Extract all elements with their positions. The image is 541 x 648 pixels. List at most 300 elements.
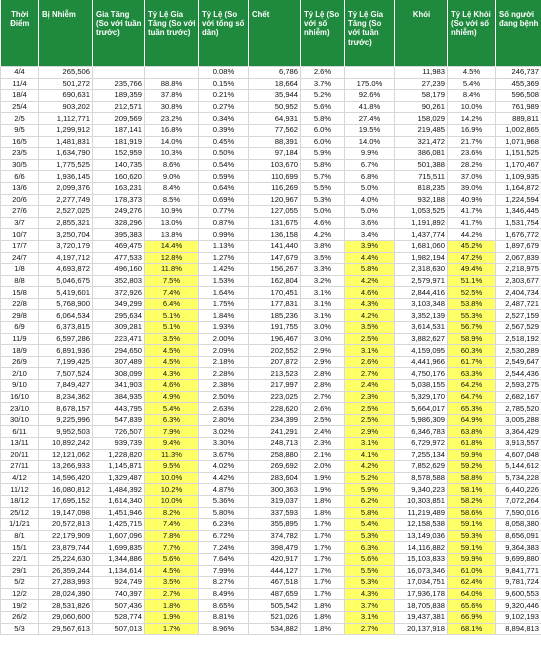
cell-date: 11/9 bbox=[1, 333, 39, 345]
cell-increase: 1,451,946 bbox=[93, 507, 145, 519]
table-row bbox=[1, 600, 541, 612]
cell-increase: 328,296 bbox=[93, 217, 145, 229]
cell-infected: 3,250,704 bbox=[39, 229, 93, 241]
cell-recovered: 4,750,176 bbox=[395, 368, 448, 380]
cell-recovered: 16,073,346 bbox=[395, 565, 448, 577]
cell-date: 11/4 bbox=[1, 78, 39, 90]
cell-deaths: 131,675 bbox=[249, 217, 301, 229]
cell-active: 1,071,968 bbox=[496, 136, 541, 148]
table-row bbox=[1, 414, 541, 426]
cell-increase: 163,231 bbox=[93, 182, 145, 194]
cell-recovered: 19,437,381 bbox=[395, 611, 448, 623]
cell-active: 1,164,872 bbox=[496, 182, 541, 194]
cell-pct-population: 0.64% bbox=[199, 182, 249, 194]
cell-death-increase-rate: 2.6% bbox=[345, 356, 395, 368]
cell-deaths: 223,025 bbox=[249, 391, 301, 403]
cell-recovered: 17,936,178 bbox=[395, 588, 448, 600]
cell-death-rate: 4.2% bbox=[301, 229, 345, 241]
cell-date: 9/5 bbox=[1, 124, 39, 136]
cell-deaths: 217,997 bbox=[249, 380, 301, 392]
cell-increase: 189,359 bbox=[93, 90, 145, 102]
cell-recovered-rate: 60.3% bbox=[448, 345, 496, 357]
cell-deaths: 6,786 bbox=[249, 67, 301, 79]
cell-increase-rate: 2.7% bbox=[145, 588, 199, 600]
cell-pct-population: 7.99% bbox=[199, 565, 249, 577]
cell-recovered-rate: 56.7% bbox=[448, 322, 496, 334]
cell-increase: 939,739 bbox=[93, 438, 145, 450]
cell-deaths: 420,917 bbox=[249, 553, 301, 565]
cell-deaths: 521,026 bbox=[249, 611, 301, 623]
cell-recovered-rate: 49.4% bbox=[448, 264, 496, 276]
cell-date: 8/8 bbox=[1, 275, 39, 287]
cell-recovered-rate: 64.2% bbox=[448, 380, 496, 392]
cell-date: 2/10 bbox=[1, 368, 39, 380]
cell-date: 18/4 bbox=[1, 90, 39, 102]
cell-recovered-rate: 52.5% bbox=[448, 287, 496, 299]
cell-recovered-rate: 59.2% bbox=[448, 461, 496, 473]
cell-death-rate: 1.7% bbox=[301, 588, 345, 600]
cell-deaths: 467,518 bbox=[249, 577, 301, 589]
cell-death-increase-rate: 19.5% bbox=[345, 124, 395, 136]
cell-increase-rate: 10.2% bbox=[145, 484, 199, 496]
cell-active: 1,151,525 bbox=[496, 148, 541, 160]
cell-active: 9,102,193 bbox=[496, 611, 541, 623]
cell-infected: 8,678,157 bbox=[39, 403, 93, 415]
cell-death-rate: 1.8% bbox=[301, 507, 345, 519]
cell-increase-rate: 88.8% bbox=[145, 78, 199, 90]
cell-date: 23/10 bbox=[1, 403, 39, 415]
cell-recovered: 1,681,060 bbox=[395, 240, 448, 252]
cell-deaths: 97,184 bbox=[249, 148, 301, 160]
cell-death-increase-rate: 3.6% bbox=[345, 217, 395, 229]
table-row bbox=[1, 182, 541, 194]
table-row bbox=[1, 530, 541, 542]
cell-recovered-rate: 61.7% bbox=[448, 356, 496, 368]
cell-recovered: 3,882,627 bbox=[395, 333, 448, 345]
cell-deaths: 191,755 bbox=[249, 322, 301, 334]
table-row bbox=[1, 461, 541, 473]
cell-active: 3,913,557 bbox=[496, 438, 541, 450]
cell-pct-population: 4.87% bbox=[199, 484, 249, 496]
cell-increase: 372,926 bbox=[93, 287, 145, 299]
cell-increase: 160,620 bbox=[93, 171, 145, 183]
cell-deaths: 241,291 bbox=[249, 426, 301, 438]
cell-recovered-rate: 59.1% bbox=[448, 519, 496, 531]
cell-pct-population: 0.34% bbox=[199, 113, 249, 125]
cell-infected: 26,359,244 bbox=[39, 565, 93, 577]
cell-active: 1,897,679 bbox=[496, 240, 541, 252]
cell-active: 2,682,167 bbox=[496, 391, 541, 403]
cell-increase: 1,484,392 bbox=[93, 484, 145, 496]
cell-increase-rate: 9.0% bbox=[145, 171, 199, 183]
cell-active: 596,508 bbox=[496, 90, 541, 102]
cell-death-rate: 2.3% bbox=[301, 438, 345, 450]
cell-date: 12/2 bbox=[1, 588, 39, 600]
cell-date: 2/5 bbox=[1, 113, 39, 125]
cell-deaths: 487,659 bbox=[249, 588, 301, 600]
cell-active: 2,527,159 bbox=[496, 310, 541, 322]
table-row bbox=[1, 403, 541, 415]
cell-active: 1,224,594 bbox=[496, 194, 541, 206]
cell-infected: 10,892,242 bbox=[39, 438, 93, 450]
table-row bbox=[1, 322, 541, 334]
cell-increase-rate: 5.4% bbox=[145, 403, 199, 415]
cell-date: 17/7 bbox=[1, 240, 39, 252]
cell-infected: 1,936,145 bbox=[39, 171, 93, 183]
cell-infected: 20,572,813 bbox=[39, 519, 93, 531]
cell-active: 3,364,429 bbox=[496, 426, 541, 438]
cell-recovered-rate: 64.9% bbox=[448, 414, 496, 426]
cell-death-increase-rate: 2.4% bbox=[345, 380, 395, 392]
cell-deaths: 35,944 bbox=[249, 90, 301, 102]
cell-death-rate: 2.9% bbox=[301, 345, 345, 357]
cell-increase: 1,228,820 bbox=[93, 449, 145, 461]
table-row bbox=[1, 240, 541, 252]
cell-date: 30/5 bbox=[1, 159, 39, 171]
cell-recovered-rate: 53.8% bbox=[448, 298, 496, 310]
cell-increase-rate: 7.9% bbox=[145, 426, 199, 438]
cell-increase: 349,299 bbox=[93, 298, 145, 310]
cell-death-increase-rate: 175.0% bbox=[345, 78, 395, 90]
cell-infected: 13,266,933 bbox=[39, 461, 93, 473]
cell-death-rate: 1.7% bbox=[301, 530, 345, 542]
table-row bbox=[1, 159, 541, 171]
cell-death-rate: 1.9% bbox=[301, 484, 345, 496]
cell-death-rate: 5.7% bbox=[301, 171, 345, 183]
cell-death-rate: 1.7% bbox=[301, 519, 345, 531]
cell-increase: 294,650 bbox=[93, 345, 145, 357]
cell-pct-population: 1.53% bbox=[199, 275, 249, 287]
cell-recovered: 5,664,017 bbox=[395, 403, 448, 415]
cell-recovered-rate: 37.0% bbox=[448, 171, 496, 183]
cell-increase-rate bbox=[145, 67, 199, 79]
cell-increase-rate: 1.8% bbox=[145, 600, 199, 612]
cell-infected: 12,121,062 bbox=[39, 449, 93, 461]
cell-date: 18/9 bbox=[1, 345, 39, 357]
cell-recovered: 715,511 bbox=[395, 171, 448, 183]
cell-death-increase-rate: 6.7% bbox=[345, 159, 395, 171]
cell-infected: 5,768,900 bbox=[39, 298, 93, 310]
cell-date: 22/8 bbox=[1, 298, 39, 310]
cell-recovered-rate: 59.3% bbox=[448, 530, 496, 542]
cell-active: 7,072,264 bbox=[496, 495, 541, 507]
cell-increase: 152,959 bbox=[93, 148, 145, 160]
cell-date: 1/8 bbox=[1, 264, 39, 276]
cell-recovered-rate: 62.4% bbox=[448, 577, 496, 589]
cell-death-rate: 2.8% bbox=[301, 368, 345, 380]
cell-active: 5,144,612 bbox=[496, 461, 541, 473]
cell-death-increase-rate: 27.4% bbox=[345, 113, 395, 125]
cell-pct-population: 0.15% bbox=[199, 78, 249, 90]
cell-recovered: 2,844,416 bbox=[395, 287, 448, 299]
cell-deaths: 444,127 bbox=[249, 565, 301, 577]
cell-pct-population: 3.67% bbox=[199, 449, 249, 461]
cell-death-increase-rate: 3.7% bbox=[345, 600, 395, 612]
cell-infected: 501,272 bbox=[39, 78, 93, 90]
cell-recovered: 5,038,155 bbox=[395, 380, 448, 392]
cell-infected: 7,507,524 bbox=[39, 368, 93, 380]
cell-death-rate: 3.7% bbox=[301, 78, 345, 90]
cell-pct-population: 0.87% bbox=[199, 217, 249, 229]
cell-death-increase-rate: 4.0% bbox=[345, 194, 395, 206]
cell-death-increase-rate: 2.5% bbox=[345, 333, 395, 345]
cell-infected: 1,634,790 bbox=[39, 148, 93, 160]
cell-increase-rate: 14.0% bbox=[145, 136, 199, 148]
cell-infected: 1,112,771 bbox=[39, 113, 93, 125]
cell-increase: 1,344,886 bbox=[93, 553, 145, 565]
cell-death-rate: 1.7% bbox=[301, 565, 345, 577]
table-row bbox=[1, 252, 541, 264]
cell-increase: 209,569 bbox=[93, 113, 145, 125]
cell-active: 8,894,813 bbox=[496, 623, 541, 635]
table-row bbox=[1, 217, 541, 229]
cell-increase: 341,903 bbox=[93, 380, 145, 392]
cell-active: 9,841,771 bbox=[496, 565, 541, 577]
cell-pct-population: 1.13% bbox=[199, 240, 249, 252]
cell-pct-population: 0.99% bbox=[199, 229, 249, 241]
cell-pct-population: 2.18% bbox=[199, 356, 249, 368]
cell-pct-population: 0.45% bbox=[199, 136, 249, 148]
cell-increase-rate: 4.9% bbox=[145, 391, 199, 403]
cell-infected: 1,775,525 bbox=[39, 159, 93, 171]
cell-deaths: 120,967 bbox=[249, 194, 301, 206]
cell-date: 13/6 bbox=[1, 182, 39, 194]
cell-increase-rate: 37.8% bbox=[145, 90, 199, 102]
cell-recovered-rate: 10.0% bbox=[448, 101, 496, 113]
cell-pct-population: 7.24% bbox=[199, 542, 249, 554]
cell-death-rate: 6.0% bbox=[301, 136, 345, 148]
cell-increase-rate: 7.8% bbox=[145, 530, 199, 542]
cell-death-rate: 1.7% bbox=[301, 577, 345, 589]
cell-death-rate: 5.8% bbox=[301, 159, 345, 171]
cell-recovered: 3,352,139 bbox=[395, 310, 448, 322]
cell-pct-population: 5.80% bbox=[199, 507, 249, 519]
cell-increase: 384,935 bbox=[93, 391, 145, 403]
cell-recovered: 11,219,489 bbox=[395, 507, 448, 519]
cell-infected: 690,631 bbox=[39, 90, 93, 102]
cell-death-rate: 1.8% bbox=[301, 623, 345, 635]
cell-date: 11/12 bbox=[1, 484, 39, 496]
cell-infected: 6,891,936 bbox=[39, 345, 93, 357]
cell-death-rate: 6.0% bbox=[301, 124, 345, 136]
cell-pct-population: 2.80% bbox=[199, 414, 249, 426]
cell-increase-rate: 10.3% bbox=[145, 148, 199, 160]
cell-death-increase-rate: 41.8% bbox=[345, 101, 395, 113]
table-row bbox=[1, 356, 541, 368]
cell-date: 6/11 bbox=[1, 426, 39, 438]
cell-active: 3,005,288 bbox=[496, 414, 541, 426]
cell-death-increase-rate: 5.3% bbox=[345, 530, 395, 542]
table-row bbox=[1, 275, 541, 287]
cell-death-increase-rate: 3.4% bbox=[345, 229, 395, 241]
cell-increase-rate: 23.2% bbox=[145, 113, 199, 125]
cell-recovered-rate: 21.7% bbox=[448, 136, 496, 148]
cell-increase-rate: 8.2% bbox=[145, 507, 199, 519]
cell-deaths: 18,664 bbox=[249, 78, 301, 90]
column-header-recovered: Khỏi bbox=[395, 0, 448, 67]
cell-infected: 6,064,534 bbox=[39, 310, 93, 322]
cell-recovered: 13,149,036 bbox=[395, 530, 448, 542]
cell-increase: 740,397 bbox=[93, 588, 145, 600]
cell-recovered: 5,986,309 bbox=[395, 414, 448, 426]
cell-pct-population: 2.28% bbox=[199, 368, 249, 380]
cell-recovered-rate: 63.3% bbox=[448, 368, 496, 380]
cell-increase: 528,774 bbox=[93, 611, 145, 623]
cell-active: 2,530,289 bbox=[496, 345, 541, 357]
cell-death-rate: 3.5% bbox=[301, 252, 345, 264]
cell-date: 10/7 bbox=[1, 229, 39, 241]
cell-recovered-rate: 5.4% bbox=[448, 78, 496, 90]
cell-active: 2,544,436 bbox=[496, 368, 541, 380]
cell-recovered-rate: 40.9% bbox=[448, 194, 496, 206]
cell-death-rate: 2.6% bbox=[301, 67, 345, 79]
cell-death-rate: 1.8% bbox=[301, 600, 345, 612]
cell-infected: 4,693,872 bbox=[39, 264, 93, 276]
cell-death-increase-rate: 2.9% bbox=[345, 426, 395, 438]
cell-deaths: 505,542 bbox=[249, 600, 301, 612]
cell-pct-population: 2.00% bbox=[199, 333, 249, 345]
cell-date: 8/1 bbox=[1, 530, 39, 542]
cell-deaths: 258,880 bbox=[249, 449, 301, 461]
table-row bbox=[1, 484, 541, 496]
table-row bbox=[1, 472, 541, 484]
cell-increase: 1,699,835 bbox=[93, 542, 145, 554]
cell-death-increase-rate: 14.0% bbox=[345, 136, 395, 148]
cell-recovered: 1,053,525 bbox=[395, 206, 448, 218]
cell-deaths: 170,451 bbox=[249, 287, 301, 299]
cell-active: 8,656,091 bbox=[496, 530, 541, 542]
cell-increase-rate: 7.5% bbox=[145, 275, 199, 287]
cell-recovered: 10,303,851 bbox=[395, 495, 448, 507]
cell-infected: 1,299,912 bbox=[39, 124, 93, 136]
cell-date: 30/10 bbox=[1, 414, 39, 426]
cell-recovered-rate: 44.2% bbox=[448, 229, 496, 241]
table-row bbox=[1, 101, 541, 113]
cell-death-increase-rate: 6.3% bbox=[345, 542, 395, 554]
table-row bbox=[1, 148, 541, 160]
cell-recovered-rate: 4.5% bbox=[448, 67, 496, 79]
cell-recovered: 3,103,348 bbox=[395, 298, 448, 310]
cell-pct-population: 1.64% bbox=[199, 287, 249, 299]
cell-recovered-rate: 58.2% bbox=[448, 495, 496, 507]
cell-recovered-rate: 14.2% bbox=[448, 113, 496, 125]
cell-recovered-rate: 65.3% bbox=[448, 403, 496, 415]
cell-active: 2,303,677 bbox=[496, 275, 541, 287]
cell-date: 19/2 bbox=[1, 600, 39, 612]
cell-increase-rate: 5.6% bbox=[145, 553, 199, 565]
cell-date: 26/2 bbox=[1, 611, 39, 623]
cell-increase-rate: 3.5% bbox=[145, 333, 199, 345]
cell-death-increase-rate: 9.9% bbox=[345, 148, 395, 160]
cell-active: 9,320,446 bbox=[496, 600, 541, 612]
cell-date: 15/1 bbox=[1, 542, 39, 554]
cell-deaths: 127,055 bbox=[249, 206, 301, 218]
cell-active: 2,218,975 bbox=[496, 264, 541, 276]
cell-active: 2,518,192 bbox=[496, 333, 541, 345]
cell-pct-population: 1.27% bbox=[199, 252, 249, 264]
cell-date: 16/5 bbox=[1, 136, 39, 148]
cell-pct-population: 4.02% bbox=[199, 461, 249, 473]
cell-death-rate: 3.3% bbox=[301, 264, 345, 276]
column-header-increase: Gia Tăng (So với tuần trước) bbox=[93, 0, 145, 67]
cell-pct-population: 6.23% bbox=[199, 519, 249, 531]
cell-increase: 295,634 bbox=[93, 310, 145, 322]
cell-recovered-rate: 8.4% bbox=[448, 90, 496, 102]
column-header-date: Thời Điểm bbox=[1, 0, 39, 67]
table-row bbox=[1, 577, 541, 589]
table-row bbox=[1, 553, 541, 565]
cell-pct-population: 1.84% bbox=[199, 310, 249, 322]
table-row bbox=[1, 333, 541, 345]
cell-infected: 265,506 bbox=[39, 67, 93, 79]
cell-date: 4/4 bbox=[1, 67, 39, 79]
cell-recovered-rate: 64.7% bbox=[448, 391, 496, 403]
cell-increase-rate: 13.0% bbox=[145, 217, 199, 229]
cell-active: 9,600,553 bbox=[496, 588, 541, 600]
cell-date: 29/1 bbox=[1, 565, 39, 577]
cell-death-increase-rate bbox=[345, 67, 395, 79]
table-row bbox=[1, 298, 541, 310]
cell-increase-rate: 4.3% bbox=[145, 368, 199, 380]
cell-death-rate: 3.1% bbox=[301, 287, 345, 299]
cell-death-rate: 2.8% bbox=[301, 380, 345, 392]
cell-recovered: 12,158,538 bbox=[395, 519, 448, 531]
cell-death-rate: 5.2% bbox=[301, 90, 345, 102]
cell-deaths: 228,620 bbox=[249, 403, 301, 415]
cell-increase: 178,373 bbox=[93, 194, 145, 206]
column-header-active: Số người đang bệnh bbox=[496, 0, 541, 67]
cell-recovered-rate: 63.8% bbox=[448, 426, 496, 438]
table-body bbox=[1, 67, 541, 635]
cell-date: 1/1/21 bbox=[1, 519, 39, 531]
cell-recovered: 2,318,630 bbox=[395, 264, 448, 276]
cell-increase-rate: 1.7% bbox=[145, 623, 199, 635]
cell-date: 20/11 bbox=[1, 449, 39, 461]
cell-infected: 2,855,321 bbox=[39, 217, 93, 229]
cell-active: 1,002,865 bbox=[496, 124, 541, 136]
cell-recovered: 321,472 bbox=[395, 136, 448, 148]
cell-increase: 477,533 bbox=[93, 252, 145, 264]
cell-recovered: 20,137,918 bbox=[395, 623, 448, 635]
table-row bbox=[1, 124, 541, 136]
table-row bbox=[1, 171, 541, 183]
cell-death-increase-rate: 4.2% bbox=[345, 310, 395, 322]
cell-death-rate: 5.6% bbox=[301, 101, 345, 113]
cell-date: 5/3 bbox=[1, 623, 39, 635]
cell-death-increase-rate: 4.4% bbox=[345, 252, 395, 264]
cell-active: 2,487,721 bbox=[496, 298, 541, 310]
cell-date: 25/12 bbox=[1, 507, 39, 519]
cell-deaths: 88,391 bbox=[249, 136, 301, 148]
cell-pct-population: 4.42% bbox=[199, 472, 249, 484]
cell-death-rate: 3.2% bbox=[301, 275, 345, 287]
cell-increase-rate: 7.7% bbox=[145, 542, 199, 554]
cell-infected: 6,373,815 bbox=[39, 322, 93, 334]
cell-recovered-rate: 68.1% bbox=[448, 623, 496, 635]
cell-recovered: 501,388 bbox=[395, 159, 448, 171]
cell-recovered-rate: 61.8% bbox=[448, 438, 496, 450]
cell-recovered: 6,346,783 bbox=[395, 426, 448, 438]
cell-increase-rate: 10.0% bbox=[145, 495, 199, 507]
cell-pct-population: 0.77% bbox=[199, 206, 249, 218]
table-row bbox=[1, 113, 541, 125]
cell-increase-rate: 6.4% bbox=[145, 298, 199, 310]
table-row bbox=[1, 78, 541, 90]
cell-date: 18/12 bbox=[1, 495, 39, 507]
cell-date: 9/10 bbox=[1, 380, 39, 392]
cell-active: 889,811 bbox=[496, 113, 541, 125]
cell-active: 9,781,724 bbox=[496, 577, 541, 589]
